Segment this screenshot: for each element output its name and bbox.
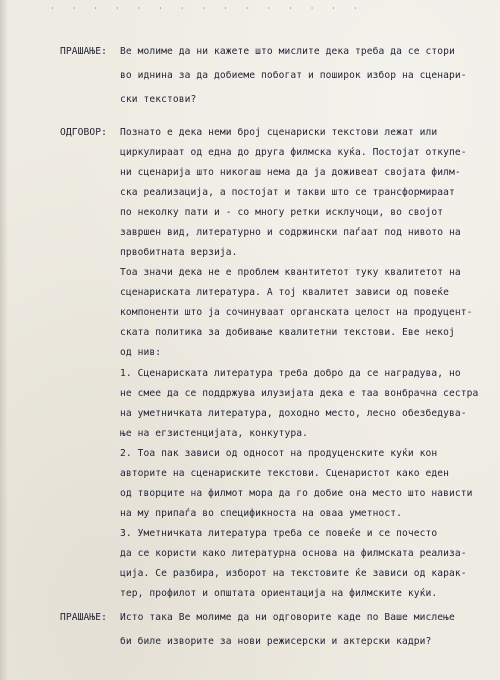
text-line: Тоа значи дека не е проблем квантитетот туку квалитетот на: [120, 267, 461, 278]
text-line: од нив:: [120, 347, 162, 358]
text-line: 2. Тоа пак зависи од односот на продуценските куќи кон: [120, 448, 438, 459]
text-line: на уметничката литература, доходно место, лесно обезбедува-: [120, 408, 467, 419]
text-line: тер, профилот и општата ориентација на филмските куќи.: [120, 588, 438, 599]
text-line: ска реализација, а постојат и такви што се трансформираат: [120, 187, 455, 198]
text-line: ни сценарија што никогаш нема да ја доживеат својата филм-: [120, 167, 461, 178]
text-line: би биле изворите за нови режисерски и актерски кадри?: [120, 636, 432, 647]
faint-typewriter-marks: ' ' ' ' ' ' ' ' ' ' ' ' ' ' ': [50, 6, 364, 14]
paper-edge-shadow: [0, 0, 8, 680]
text-line: Исто така Ве молиме да ни одговорите каде по Ваше мислење: [120, 612, 455, 623]
text-line: ски текстови?: [120, 94, 197, 105]
question-label: ПРАШАЊЕ:: [60, 612, 108, 623]
text-line: на му припаѓа во спецификноста на оваа уметност.: [120, 508, 403, 519]
text-line: Ве молиме да ни кажете што мислите дека треба да се стори: [120, 46, 455, 57]
text-line: ње на егзистенцијата, конкутура.: [120, 428, 309, 439]
text-line: 1. Сценариската литература треба добро да се наградува, но: [120, 368, 461, 379]
text-line: завршен вид, литературно и содржински паѓаат под нивото на: [120, 227, 461, 238]
answer-label: ОДГОВОР:: [60, 127, 108, 138]
text-line: првобитната верзија.: [120, 247, 238, 258]
text-line: 3. Уметничката литература треба се повеќе и се почесто: [120, 528, 438, 539]
text-line: да се користи како литературна основа на филмската реализа-: [120, 548, 467, 559]
text-line: компоненти што ја сочинуваат органската целост на продуцент-: [120, 307, 473, 318]
text-line: по неколку пати и - со многу ретки исклучоци, во својот: [120, 207, 444, 218]
text-line: Познато е дека неми број сценариски текстови лежат или: [120, 127, 438, 138]
text-line: од творците на филмот мора да го добие она место што нависти: [120, 488, 473, 499]
text-line: ција. Се разбира, изборот на текстовите ќе зависи од карак-: [120, 568, 467, 579]
text-line: ската политика за добивање квалитетни текстови. Еве некој: [120, 327, 455, 338]
text-line: авторите на сценариските текстови. Сценаристот како еден: [120, 468, 450, 479]
text-line: сценариската литература. А тој квалитет зависи од повеќе: [120, 287, 450, 298]
text-line: не смее да се поддржува илузијата дека е таа вонбрачна сестра: [120, 388, 479, 399]
question-label: ПРАШАЊЕ:: [60, 46, 108, 57]
text-line: во иднина за да добиеме побогат и поширок избор на сценари-: [120, 70, 467, 81]
text-line: циркулираат од една до друга филмска куќа. Постојат откупе-: [120, 147, 467, 158]
